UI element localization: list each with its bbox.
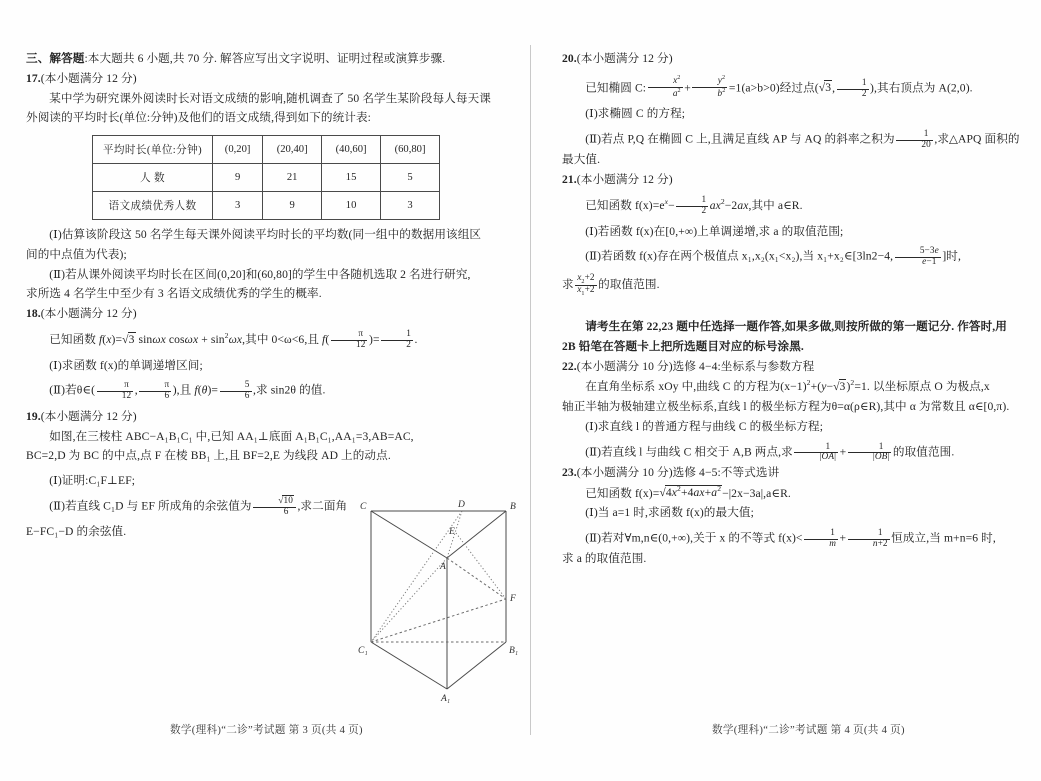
question-20-part2-post: ,求△APQ 面积的 [934,132,1020,146]
question-18-part1: (Ⅰ)求函数 f(x)的单调递增区间; [49,358,203,372]
question-23-part2: (Ⅱ)若对∀m,n∈(0,+∞),关于 x 的不等式 f(x)< $\frac{1}{m}$ + $\frac{1}{n+2}$ 恒成立,当 m+n=6 时, [585,528,996,549]
page-divider [530,45,531,735]
question-18-score: (本小题满分 12 分) [40,307,137,321]
vertex-label-D: D [458,500,465,510]
excellent-cell-0: 3 [213,192,263,220]
count-cell-2: 15 [322,164,381,192]
question-17-part2-line2: 求所选 4 名学生中至少有 3 名语文成绩优秀的学生的概率. [26,287,322,301]
excellent-cell-2: 10 [322,192,381,220]
question-17-part1-line2: 间的中点值为代表); [26,247,127,261]
question-23-part2-cont: 求 a 的取值范围. [562,552,647,566]
sqrt-3-point-icon: √3 [818,81,832,95]
question-23-part2-post: 恒成立,当 m+n=6 时, [891,531,996,545]
fraction-1-over-n-plus-2: $\frac{1}{n+2}$ [848,529,890,549]
question-20-given-post: ),其右顶点为 A(2,0). [870,81,973,95]
question-17-body-line1: 某中学为研究课外阅读时长对语文成绩的影响,随机调查了 50 名学生某阶段每人每天课 [49,91,491,105]
question-18-given-post: ,其中 0<ω<6,且 [242,332,323,346]
fraction-5-6: $\frac{5}{6}$ [220,381,252,401]
question-22-number: 22. [562,359,577,373]
question-19-header [26,408,506,427]
question-20-part2 [562,130,1041,150]
question-23-part1: (Ⅰ)当 a=1 时,求函数 f(x)的最大值; [585,506,754,520]
fraction-1-over-OA: $\frac{1}{|OA|}$ [794,443,838,463]
fraction-1-2-q21: $\frac{1}{2}$ [676,196,708,216]
question-23-given [562,484,1041,504]
question-20-part2-cont: 最大值. [562,153,601,167]
question-21-part2-pre: (Ⅱ)若函数 f(x)存在两个极值点 x₁,x₂(x₁<x₂),当 x₁+x₂∈[3ln2−4, [585,249,894,263]
question-19-body-line2: BC=2,D 为 BC 的中点,点 F 在棱 BB₁ 上,且 BF=2,E 为线段 AD 上的动点. [26,449,391,463]
question-23-header [562,464,1041,483]
count-cell-0: 9 [213,164,263,192]
question-19-part2-a: (Ⅱ)若直线 C₁D 与 EF 所成角的余弦值为 [49,499,252,513]
question-18-part2-post: ),且 [172,383,195,397]
footer-left: 数学(理科)“二诊”考试题 第 3 页(共 4 页) [170,725,363,736]
fraction-1-over-OB: $\frac{1}{|OB|}$ [848,443,892,463]
right-page-column [562,50,1041,570]
excellent-cell-1: 9 [263,192,322,220]
table-header-count: 人 数 [93,164,213,192]
question-21-given-pre: 已知函数 f(x)=e [585,198,665,212]
question-20-given: 已知椭圆 C: $\frac{x^2}{a^2}$ + $\frac{y^2}{b^2}$ =1(a>b>0)经过点(√3, $\frac{1}{2}$ ),其右顶点为 A(2,0). [585,74,973,99]
question-21-number: 21. [562,173,577,187]
excellent-cell-3: 3 [381,192,440,220]
question-20-part1: (Ⅰ)求椭圆 C 的方程; [585,107,686,121]
count-cell-3: 5 [381,164,440,192]
interval-cell-2: (40,60] [322,136,381,164]
question-22-part1: (Ⅰ)求直线 l 的普通方程与曲线 C 的极坐标方程; [585,419,824,433]
question-22-body1-pre: 在直角坐标系 xOy 中,曲线 C 的方程为(x−1) [585,380,807,394]
question-21-part2-end-post: 的取值范围. [598,277,660,291]
question-21-part2-post: ]时, [942,249,961,263]
question-17-number: 17. [26,71,41,85]
question-17-part1-line1: (Ⅰ)估算该阶段这 50 名学生每天课外阅读平均时长的平均数(同一组中的数据用该组区 [49,228,482,242]
question-19-part1: (Ⅰ)证明:C₁F⊥EF; [49,474,136,488]
fraction-1-2: $\frac{1}{2}$ [381,330,413,350]
table-header-excellent: 语文成绩优秀人数 [93,192,213,220]
question-22-body-line1: 在直角坐标系 xOy 中,曲线 C 的方程为$(x-1)^2+(y-√3)^2=1$. 以坐标原点 O 为极点,x [585,378,990,394]
fraction-1-over-m: $\frac{1}{m}$ [804,529,838,549]
fraction-x2-a2: $\frac{x^2}{a^2}$ [648,75,683,99]
question-20-header [562,50,1041,69]
reading-statistics-table [92,135,440,220]
fraction-pi-6: $\frac{\pi}{6}$ [139,381,171,401]
question-19-part2-b: ,求二面角 [297,499,348,513]
fraction-pi-12: $\frac{\pi}{12}$ [331,330,368,350]
question-18-given: 已知函数 f(x)=√3 sinωx $\cos\omega x + \sin^2\omega x$,其中 0<ω<6,且 f( $\frac{\pi}{12}$ )= $\frac{1}{2}$ . [49,329,418,351]
question-20-part2-pre: (Ⅱ)若点 P,Q 在椭圆 C 上,且满足直线 AP 与 AQ 的斜率之积为 [585,132,895,146]
table-row-counts [93,164,440,192]
count-cell-1: 21 [263,164,322,192]
question-20-score: (本小题满分 12 分) [576,52,673,65]
sqrt-quadratic-icon: $√4x^2+4ax+a^2$ [659,484,722,500]
selection-notice-line2: 2B 铅笔在答题卡上把所选题目对应的标号涂黑. [562,339,804,353]
footer-right: 数学(理科)“二诊”考试题 第 4 页(共 4 页) [712,725,905,736]
vertex-label-C: C [360,502,367,512]
question-19-part2-cont: E−FC₁−D 的余弦值. [26,525,127,539]
fraction-1-20: $\frac{1}{20}$ [896,130,933,150]
question-23-given-pre: 已知函数 f(x)= [585,486,660,500]
fraction-x2-plus-2-over-x1-plus-2: $\frac{x_2+2}{x_1+2}$ [577,272,595,297]
question-18-part2-pre: (Ⅱ)若θ∈( [49,383,96,397]
sqrt-3-curve-icon: √3 [833,380,846,394]
triangular-prism-figure [352,497,530,705]
prism-svg [352,497,530,705]
vertex-label-A: A [440,562,446,572]
question-21-header [562,171,1041,190]
question-17-part2-line1: (Ⅱ)若从课外阅读平均时长在区间(0,20]和(60,80]的学生中各随机选取 2 名进行研究, [49,267,471,281]
question-19-body-line1: 如图,在三棱柱 ABC−A₁B₁C₁ 中,已知 AA₁⊥底面 A₁B₁C₁,AA₁=3,AB=AC, [49,429,414,443]
section-heading [26,50,506,69]
question-18-part2: (Ⅱ)若θ∈( $\frac{\pi}{12}$ , $\frac{\pi}{6}$ ),且 f(θ)= $\frac{5}{6}$ ,求 sin2θ 的值. [49,380,326,402]
question-20-given-mid: =1(a>b>0)经过点( [728,81,819,95]
table-row-excellent [93,192,440,220]
question-23-given-post: −|2x−3a|,a∈R. [722,486,791,500]
question-21-part2-cont [562,274,1041,297]
question-19-score: (本小题满分 12 分) [40,409,137,423]
table-row-intervals [93,136,440,164]
question-21-given: 已知函数 $f(x)=e^x-$ $\frac{1}{2}$ $ax^2-2ax$,其中 a∈R. [585,195,803,216]
question-22-part2: (Ⅱ)若直线 l 与曲线 C 相交于 A,B 两点,求 $\frac{1}{|OA|}$ + $\frac{1}{|OB|}$ 的取值范围. [585,441,955,463]
question-22-score: (本小题满分 10 分)选修 4−4:坐标系与参数方程 [576,359,815,373]
question-20-number: 20. [562,52,577,65]
question-18-given-pre: 已知函数 [49,332,99,346]
question-22-part2-pre: (Ⅱ)若直线 l 与曲线 C 相交于 A,B 两点,求 [585,445,793,459]
fraction-pi-12b: $\frac{\pi}{12}$ [97,381,134,401]
question-23-number: 23. [562,465,577,479]
fraction-y2-b2: $\frac{y^2}{b^2}$ [692,75,727,99]
vertex-label-C1: C₁ [358,646,368,656]
vertex-label-A1: A₁ [441,694,451,704]
question-23-score: (本小题满分 10 分)选修 4−5:不等式选讲 [576,465,780,479]
fraction-sqrt10-6: $\frac{√10}{6}$ [253,497,296,517]
question-22-part2-post: 的取值范围. [892,445,955,459]
vertex-label-E: E [449,527,455,537]
question-22-body1-post: =1. 以坐标原点 O 为极点,x [854,380,990,394]
question-21-part2 [562,247,1041,267]
vertex-label-B1: B₁ [509,646,519,656]
question-18-number: 18. [26,307,41,321]
section-heading-rest: :本大题共 6 小题,共 70 分. 解答应写出文字说明、证明过程或演算步骤. [84,52,446,65]
section-heading-bold: 三、解答题 [26,52,85,65]
selection-notice-line1: 请考生在第 22,23 题中任选择一题作答,如果多做,则按所做的第一题记分. 作答时,用 [585,320,1007,334]
question-22-header [562,358,1041,377]
interval-cell-0: (0,20] [213,136,263,164]
question-18-header [26,305,506,324]
vertex-label-F: F [510,594,516,604]
fraction-1-2-point: $\frac{1}{2}$ [837,79,869,99]
question-17-body-line2: 外阅读的平均时长(单位:分钟)及他们的语文成绩,得到如下的统计表: [26,111,371,125]
question-17-score: (本小题满分 12 分) [40,71,137,85]
question-18-part2-end: ,求 sin2θ 的值. [253,383,326,397]
question-21-given-post: ,其中 a∈R. [748,198,803,212]
table-header-duration: 平均时长(单位:分钟) [93,136,213,164]
question-21-score: (本小题满分 12 分) [576,173,673,187]
question-20-given-pre: 已知椭圆 C: [585,81,647,95]
fraction-5-3e-over-e-1: $\frac{5-3e}{e-1}$ [895,247,941,267]
sqrt-3-icon: √3 [122,332,135,346]
question-22-body-line2: 轴正半轴为极轴建立极坐标系,直线 l 的极坐标方程为θ=α(ρ∈R),其中 α 为常数且 α∈[0,π). [562,400,1010,413]
question-21-part2-end-pre: 求 [562,277,574,291]
left-page-column [26,50,506,543]
question-23-part2-pre: (Ⅱ)若对∀m,n∈(0,+∞),关于 x 的不等式 f(x)< [585,531,803,545]
interval-cell-1: (20,40] [263,136,322,164]
interval-cell-3: (60,80] [381,136,440,164]
question-21-part1: (Ⅰ)若函数 f(x)在[0,+∞)上单调递增,求 a 的取值范围; [585,224,844,238]
question-17-header [26,70,506,89]
question-19-number: 19. [26,409,41,423]
vertex-label-B: B [510,502,516,512]
